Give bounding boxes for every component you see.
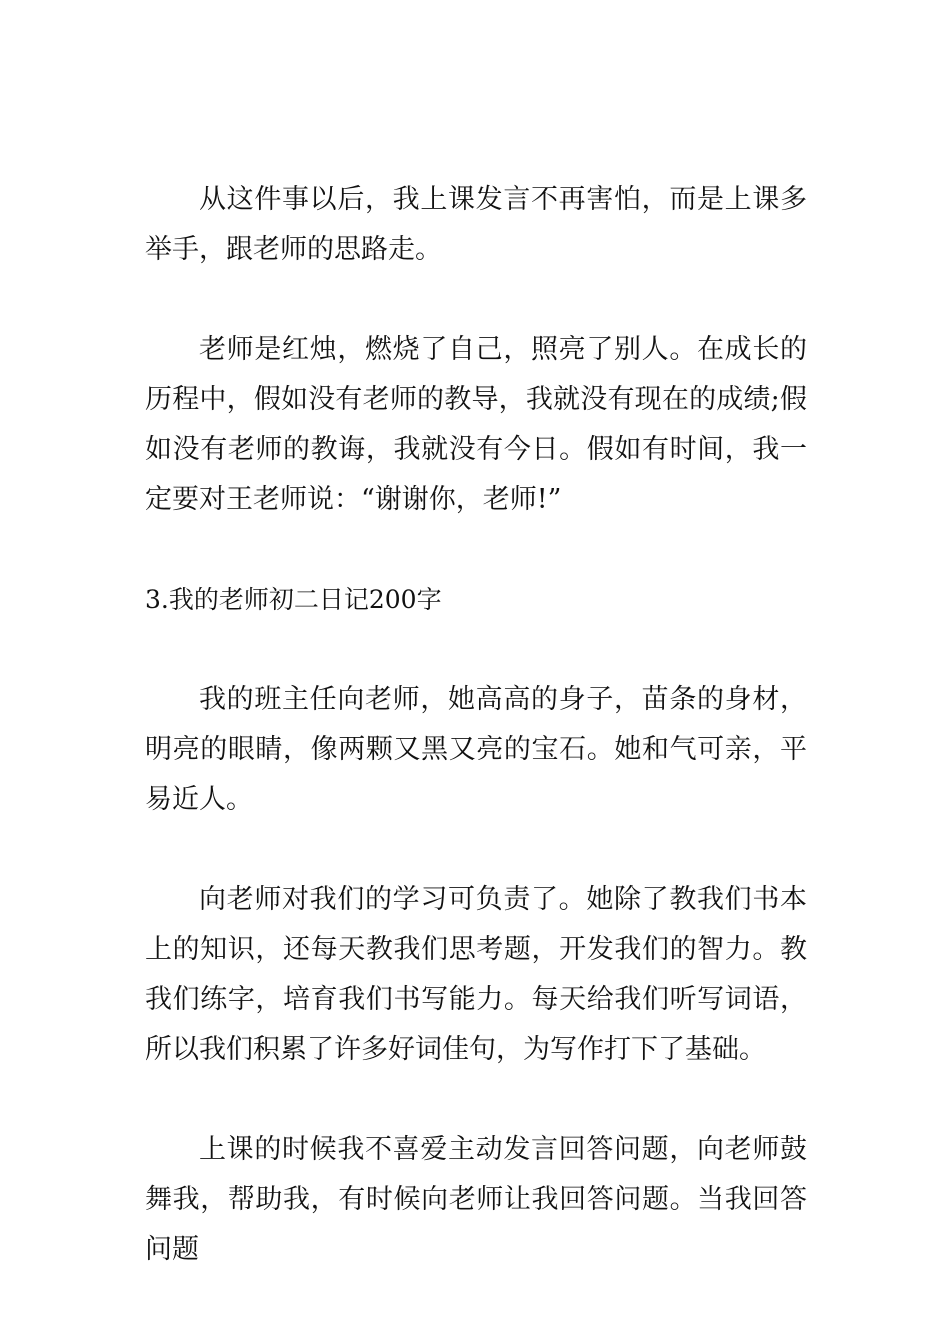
paragraph-5: 上课的时候我不喜爱主动发言回答问题，向老师鼓舞我，帮助我，有时候向老师让我回答问题。当我回答问题 [145, 1134, 807, 1265]
paragraph-2: 老师是红烛，燃烧了自己，照亮了别人。在成长的历程中，假如没有老师的教导，我就没有现在的成绩;假如没有老师的教诲，我就没有今日。假如有时间，我一定要对王老师说：“谢谢你，老师!” [145, 334, 807, 515]
section-heading: 3.我的老师初二日记200字 [145, 585, 442, 614]
paragraph-1: 从这件事以后，我上课发言不再害怕，而是上课多举手，跟老师的思路走。 [145, 184, 807, 265]
paragraph-4: 向老师对我们的学习可负责了。她除了教我们书本上的知识，还每天教我们思考题，开发我们的智力。教我们练字，培育我们书写能力。每天给我们听写词语，所以我们积累了许多好词佳句，为写作打下了基础。 [145, 884, 807, 1065]
paragraph-3: 我的班主任向老师，她高高的身子，苗条的身材，明亮的眼睛，像两颗又黑又亮的宝石。她和气可亲，平易近人。 [145, 684, 807, 815]
document-body [145, 175, 807, 1275]
